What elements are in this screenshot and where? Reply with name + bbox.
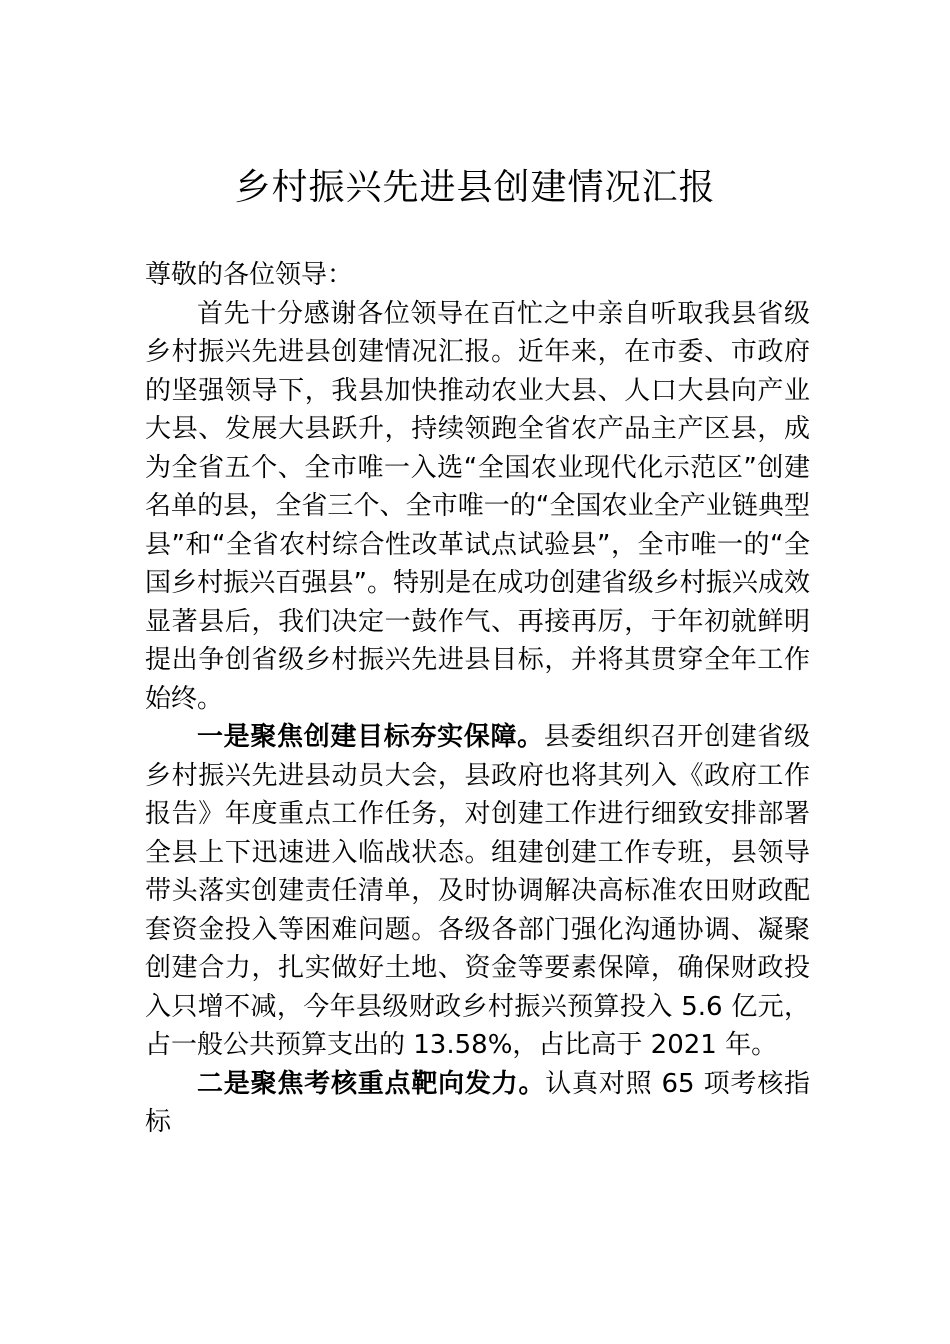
paragraph-text: 认真对照 65 项考核指标 bbox=[145, 1068, 810, 1137]
paragraph-lead: 一是聚焦创建目标夯实保障。 bbox=[197, 722, 544, 752]
paragraph-lead: 二是聚焦考核重点靶向发力。 bbox=[197, 1068, 546, 1099]
paragraph-point-2 bbox=[145, 1065, 810, 1142]
salutation: 尊敬的各位领导： bbox=[145, 260, 354, 290]
document-body bbox=[145, 256, 810, 1142]
paragraph-text: 首先十分感谢各位领导在百忙之中亲自听取我县省级乡村振兴先进县创建情况汇报。近年来，在市委、市政府的坚强领导下，我县加快推动农业大县、人口大县向产业大县、发展大县跃升，持续领跑全省农产品主产区县，成为全省五个、全市唯一入选“全国农业现代化示范区”创建名单的县，全省三个、全市唯一的“全国农业全产业链典型县”和“全省农村综合性改革试点试验县”，全市唯一的“全国乡村振兴百强县”。特别是在成功创建省级乡村振兴成效显著县后，我们决定一鼓作气、再接再厉，于年初就鲜明提出争创省级乡村振兴先进县目标，并将其贯穿全年工作始终。 bbox=[145, 298, 810, 714]
paragraph-point-1 bbox=[145, 718, 810, 1065]
paragraph-text: 县委组织召开创建省级乡村振兴先进县动员大会，县政府也将其列入《政府工作报告》年度重点工作任务，对创建工作进行细致安排部署全县上下迅速进入临战状态。组建创建工作专班，县领导带头落实创建责任清单，及时协调解决高标准农田财政配套资金投入等困难问题。各级各部门强化沟通协调、凝聚创建合力，扎实做好土地、资金等要素保障，确保财政投入只增不减，今年县级财政乡村振兴预算投入 5.6 亿元，占一般公共预算支出的 13.58%，占比高于 2021 年。 bbox=[145, 722, 810, 1060]
paragraph-intro bbox=[145, 295, 810, 719]
document-title: 乡村振兴先进县创建情况汇报 bbox=[234, 167, 716, 208]
